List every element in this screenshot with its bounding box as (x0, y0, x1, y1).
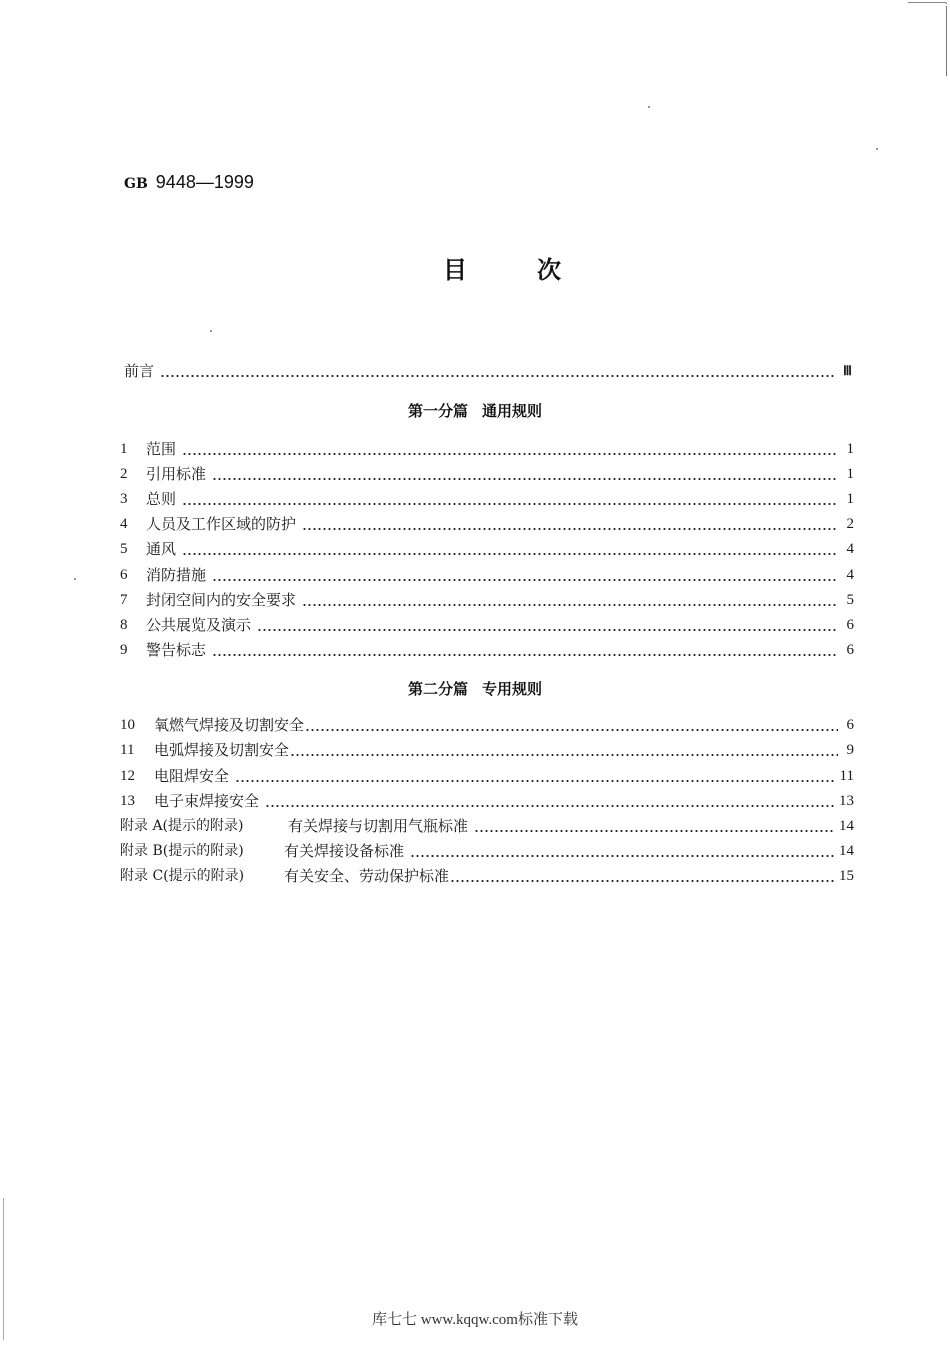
toc-number: 12 (120, 768, 135, 784)
toc-page: 15 (839, 868, 854, 884)
scan-speck (74, 578, 76, 580)
dot-leader (212, 463, 838, 485)
part-title: 通用规则 (482, 402, 543, 420)
toc-label: 有关焊接与切割用气瓶标准 (288, 817, 469, 835)
page-title: 目次 (443, 256, 631, 284)
toc-page: 1 (846, 466, 854, 482)
toc-page: 6 (846, 617, 854, 633)
toc-number: 4 (120, 516, 128, 532)
toc-entry[interactable] (120, 639, 854, 661)
toc-label: 范围 (146, 440, 177, 458)
dot-leader (235, 765, 836, 787)
toc-page: 9 (846, 742, 854, 758)
toc-page: 1 (846, 491, 854, 507)
dot-leader (450, 865, 835, 887)
toc-label: 电弧焊接及切割安全 (154, 741, 290, 759)
toc-label: 通风 (146, 540, 177, 558)
dot-leader (182, 488, 838, 510)
standard-number (124, 172, 254, 193)
toc-entry[interactable] (120, 538, 854, 560)
toc-entry[interactable] (120, 589, 854, 611)
toc-page: 11 (839, 768, 854, 784)
scan-speck (648, 106, 650, 108)
dot-leader (410, 840, 835, 862)
toc-entry[interactable] (120, 438, 854, 460)
dot-leader (257, 614, 838, 636)
toc-page: 13 (839, 793, 854, 809)
dot-leader (474, 815, 835, 837)
toc-entry[interactable] (120, 714, 854, 736)
toc-number: 1 (120, 441, 128, 457)
toc-number: 7 (120, 592, 128, 608)
std-prefix: GB (124, 176, 148, 192)
toc-entry[interactable] (120, 463, 854, 485)
toc-label: 封闭空间内的安全要求 (146, 591, 297, 609)
toc-label: 消防措施 (146, 566, 207, 584)
toc-page: 5 (846, 592, 854, 608)
toc-page: 4 (846, 541, 854, 557)
toc-page: 6 (846, 642, 854, 658)
toc-page: Ⅲ (843, 363, 852, 378)
dot-leader (160, 360, 836, 382)
toc-entry[interactable] (120, 564, 854, 586)
part-number: 第二分篇 (407, 680, 468, 698)
part-heading-2 (0, 678, 950, 699)
dot-leader (290, 739, 838, 761)
toc-label: 警告标志 (146, 641, 207, 659)
appendix-number: 附录 B(提示的附录) (120, 843, 244, 859)
toc-number: 6 (120, 567, 128, 583)
footer-watermark: 库七七 www.kqqw.com标准下载 (372, 1312, 578, 1328)
dot-leader (182, 438, 838, 460)
part-number: 第一分篇 (407, 402, 468, 420)
toc-number: 8 (120, 617, 128, 633)
toc-entry-appendix-c[interactable] (120, 865, 854, 887)
toc-number: 2 (120, 466, 128, 482)
toc-entry[interactable] (120, 488, 854, 510)
std-code: 9448—1999 (155, 172, 254, 192)
toc-entry[interactable] (120, 765, 854, 787)
dot-leader (305, 714, 838, 736)
appendix-number: 附录 C(提示的附录) (120, 868, 245, 884)
toc-number: 3 (120, 491, 128, 507)
toc-page: 4 (846, 567, 854, 583)
page-border-right (946, 6, 947, 76)
dot-leader (302, 589, 838, 611)
toc-label: 人员及工作区域的防护 (146, 515, 297, 533)
toc-entry[interactable] (120, 614, 854, 636)
dot-leader (302, 513, 838, 535)
dot-leader (265, 790, 835, 812)
toc-entry-appendix-a[interactable] (120, 815, 854, 837)
toc-entry-appendix-b[interactable] (120, 840, 854, 862)
toc-page: 14 (839, 818, 854, 834)
toc-page: 14 (839, 843, 854, 859)
dot-leader (212, 639, 838, 661)
appendix-number: 附录 A(提示的附录) (120, 818, 244, 834)
toc-number: 11 (120, 742, 135, 758)
toc-number: 5 (120, 541, 128, 557)
toc-label: 氧燃气焊接及切割安全 (154, 716, 305, 734)
toc-number: 13 (120, 793, 135, 809)
toc-label: 电子束焊接安全 (154, 792, 260, 810)
part-title: 专用规则 (482, 680, 543, 698)
toc-entry[interactable] (120, 790, 854, 812)
part-heading-1 (0, 400, 950, 421)
toc-number: 9 (120, 642, 128, 658)
toc-entry-preface[interactable] (124, 360, 852, 382)
scan-speck (876, 148, 878, 150)
dot-leader (212, 564, 838, 586)
toc-label: 前言 (124, 362, 155, 380)
toc-page: 1 (846, 441, 854, 457)
toc-number: 10 (120, 717, 135, 733)
toc-label: 引用标准 (146, 465, 207, 483)
page-border-top (908, 2, 947, 4)
scan-speck (210, 330, 212, 332)
toc-label: 有关安全、劳动保护标准 (284, 867, 450, 885)
toc-label: 公共展览及演示 (146, 616, 252, 634)
toc-entry[interactable] (120, 513, 854, 535)
toc-page: 6 (846, 717, 854, 733)
toc-label: 总则 (146, 490, 177, 508)
toc-label: 电阻焊安全 (154, 767, 230, 785)
dot-leader (182, 538, 838, 560)
toc-page: 2 (846, 516, 854, 532)
toc-label: 有关焊接设备标准 (284, 842, 405, 860)
toc-entry[interactable] (120, 739, 854, 761)
